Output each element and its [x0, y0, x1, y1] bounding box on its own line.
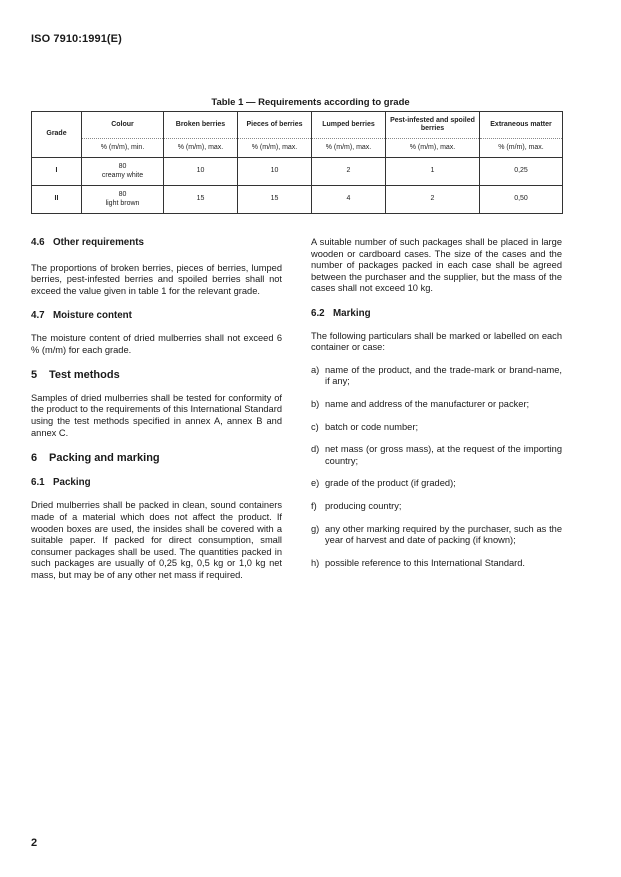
- value-cell: 4: [312, 186, 386, 214]
- list-item: a) name of the product, and the trade-mark or brand-name, if any;: [311, 364, 562, 387]
- grade-header: Grade: [32, 112, 82, 158]
- column-header-broken: Broken berries: [164, 112, 238, 139]
- page-number: 2: [31, 837, 38, 849]
- requirements-table: [31, 111, 563, 214]
- list-item: f) producing country;: [311, 500, 402, 511]
- unit-extraneous: % (m/m), max.: [480, 139, 563, 158]
- unit-pieces: % (m/m), max.: [238, 139, 312, 158]
- section-heading-6-1: 6.1 Packing: [31, 476, 91, 488]
- table-row: [32, 186, 563, 214]
- paragraph: A suitable number of such packages shall be placed in large wooden or cardboard cases. The size of the cases and the number of packages packed in each case shall be agreed between the purchaser and the supplier, but the mass of the cases shall not exceed 10 kg.: [311, 237, 562, 294]
- unit-broken: % (m/m), max.: [164, 139, 238, 158]
- column-header-extraneous: Extraneous matter: [480, 112, 563, 139]
- value-cell: 0,50: [480, 186, 563, 214]
- column-header-colour: Colour: [82, 112, 164, 139]
- section-heading-6: 6 Packing and marking: [31, 452, 160, 465]
- right-column: [311, 237, 562, 569]
- list-item: h) possible reference to this International Standard.: [311, 557, 526, 568]
- value-cell: 10: [164, 158, 238, 186]
- colour-description: light brown: [105, 199, 140, 207]
- column-header-pest: Pest-infested and spoiled berries: [386, 112, 480, 139]
- value-cell: 2: [386, 186, 480, 214]
- list-item: d) net mass (or gross mass), at the request of the importing country;: [311, 444, 562, 466]
- value-cell: 10: [238, 158, 312, 186]
- left-column: [31, 237, 282, 581]
- section-heading-5: 5 Test methods: [31, 369, 120, 382]
- document-id: ISO 7910:1991(E): [31, 33, 122, 45]
- column-header-pieces: Pieces of berries: [238, 112, 312, 139]
- colour-description: creamy white: [101, 171, 144, 179]
- colour-value: 80: [118, 163, 127, 171]
- marking-list: [311, 365, 562, 570]
- unit-lumped: % (m/m), max.: [312, 139, 386, 158]
- list-item: c) batch or code number;: [311, 421, 419, 432]
- value-cell: 15: [164, 186, 238, 214]
- paragraph: The proportions of broken berries, pieces of berries, lumped berries, pest-infested berries and spoiled berries shall not exceed the value given in table 1 for the relevant grade.: [31, 262, 282, 296]
- colour-cell: [82, 158, 164, 186]
- paragraph: The following particulars shall be marked or labelled on each container or case:: [311, 330, 562, 353]
- table-row: [32, 158, 563, 186]
- value-cell: 2: [312, 158, 386, 186]
- list-item: g) any other marking required by the purchaser, such as the year of harvest and date of packing (if known);: [311, 523, 562, 546]
- unit-pest: % (m/m), max.: [386, 139, 480, 158]
- list-item: b) name and address of the manufacturer or packer;: [311, 398, 530, 409]
- colour-cell: [82, 186, 164, 214]
- column-header-lumped: Lumped berries: [312, 112, 386, 139]
- unit-colour: % (m/m), min.: [82, 139, 164, 158]
- paragraph: The moisture content of dried mulberries shall not exceed 6 % (m/m) for each grade.: [31, 332, 282, 355]
- grade-cell: II: [32, 186, 82, 214]
- value-cell: 0,25: [480, 158, 563, 186]
- section-heading-4-7: 4.7 Moisture content: [31, 310, 132, 322]
- colour-value: 80: [118, 191, 127, 199]
- section-heading-4-6: 4.6 Other requirements: [31, 237, 144, 248]
- table-title: Table 1 — Requirements according to grade: [211, 97, 410, 108]
- value-cell: 15: [238, 186, 312, 214]
- value-cell: 1: [386, 158, 480, 186]
- section-heading-6-2: 6.2 Marking: [311, 307, 371, 319]
- grade-cell: I: [32, 158, 82, 186]
- list-item: e) grade of the product (if graded);: [311, 478, 456, 489]
- paragraph: Dried mulberries shall be packed in clean, sound containers made of a material which does not affect the product. If wooden boxes are used, the insides shall be covered with a suitable paper. If packed for direct consumption, small consumer packages shall be used. The quantities packed in such packages are usually of 0,25 kg, 0,5 kg or 1,0 kg net mass, but may be of any other net mass if required.: [31, 500, 282, 580]
- paragraph: Samples of dried mulberries shall be tested for conformity of the product to the requirements of this International Standard using the test methods specified in annex A, annex B and annex C.: [31, 392, 282, 438]
